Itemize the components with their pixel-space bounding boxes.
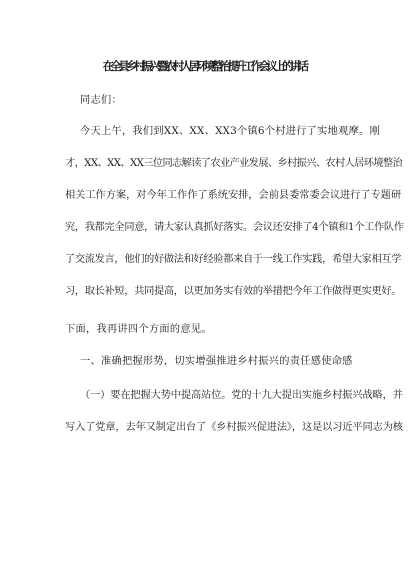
paragraph-line: 了交流发言，他们的好做法和好经验都来自于一线工作实践，希望大家相互学 [65,254,402,265]
paragraph-line: 究，我都完全同意，请大家认真抓好落实。会议还安排了4个镇和1个工作队作 [65,222,404,233]
paragraph-line: 相关工作方案，对今年工作作了系统安排，会前县委常委会议进行了专题研 [65,190,402,201]
paragraph-line: 今天上午，我们到XX、XX、XX3个镇6个村进行了实地观摩。刚 [80,126,381,137]
document-title: 在全县乡村振兴暨农村人居环境整治提升工作会议上的讲话 [102,59,306,73]
salutation: 同志们： [80,95,122,106]
paragraph-line: 才，XX、XX、XX三位同志解读了农业产业发展、乡村振兴、农村人居环境整治 [65,158,403,169]
subsection-line: 写入了党章，去年又制定出台了《乡村振兴促进法》，这是以习近平同志为核 [65,422,403,433]
paragraph-line: 习，取长补短，共同提高，以更加务实有效的举措把今年工作做得更实更好。 [65,286,402,297]
section-heading: 一、准确把握形势，切实增强推进乡村振兴的责任感使命感 [80,356,353,367]
subsection-line: （一）要在把握大势中提高站位。党的十九大提出实施乡村振兴战略，并 [80,390,403,401]
transition-line: 下面，我再讲四个方面的意见。 [65,324,212,335]
